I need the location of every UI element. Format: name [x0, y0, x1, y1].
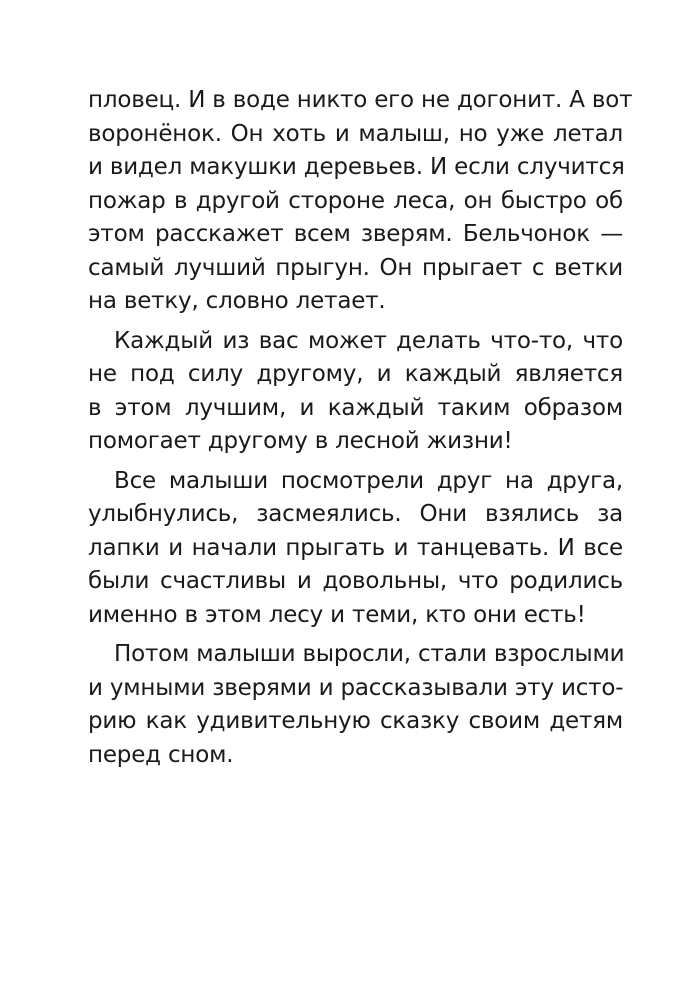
text-line: лапки и начали прыгать и танцевать. И все [88, 534, 623, 561]
text-line: в этом лучшим, и каждый таким образом [88, 394, 623, 421]
page-text [88, 84, 633, 778]
paragraph [88, 638, 623, 772]
text-line: Каждый из вас может делать что-то, что [114, 327, 623, 354]
text-line: пловец. И в воде никто его не догонит. А вот [88, 87, 633, 113]
text-line: на ветку, словно летает. [88, 288, 386, 314]
text-line: перед сном. [88, 741, 234, 768]
text-line: самый лучший прыгун. Он прыгает с ветки [88, 254, 623, 281]
text-line: Потом малыши выросли, стали взрослыми [114, 641, 625, 667]
text-line: именно в этом лесу и теми, кто они есть! [88, 601, 586, 628]
text-line: помогает другому в лесной жизни! [88, 428, 513, 454]
text-line: пожар в другой стороне леса, он быстро об [88, 187, 623, 214]
text-line: улыбнулись, засмеялись. Они взялись за [88, 501, 623, 527]
text-line: и умными зверями и рассказывали эту исто- [88, 674, 624, 701]
paragraph [88, 325, 623, 459]
text-line: были счастливы и довольны, что родились [88, 568, 623, 594]
text-line: воронёнок. Он хоть и малыш, но уже летал [88, 120, 623, 147]
text-line: этом расскажет всем зверям. Бельчонок — [88, 221, 623, 247]
paragraph [88, 465, 623, 633]
text-line: и видел макушки деревьев. И если случится [88, 154, 625, 180]
text-line: не под силу другому, и каждый является [88, 361, 623, 387]
text-line: рию как удивительную сказку своим детям [88, 708, 623, 734]
text-line: Все малыши посмотрели друг на друга, [114, 467, 623, 494]
paragraph [88, 84, 633, 319]
